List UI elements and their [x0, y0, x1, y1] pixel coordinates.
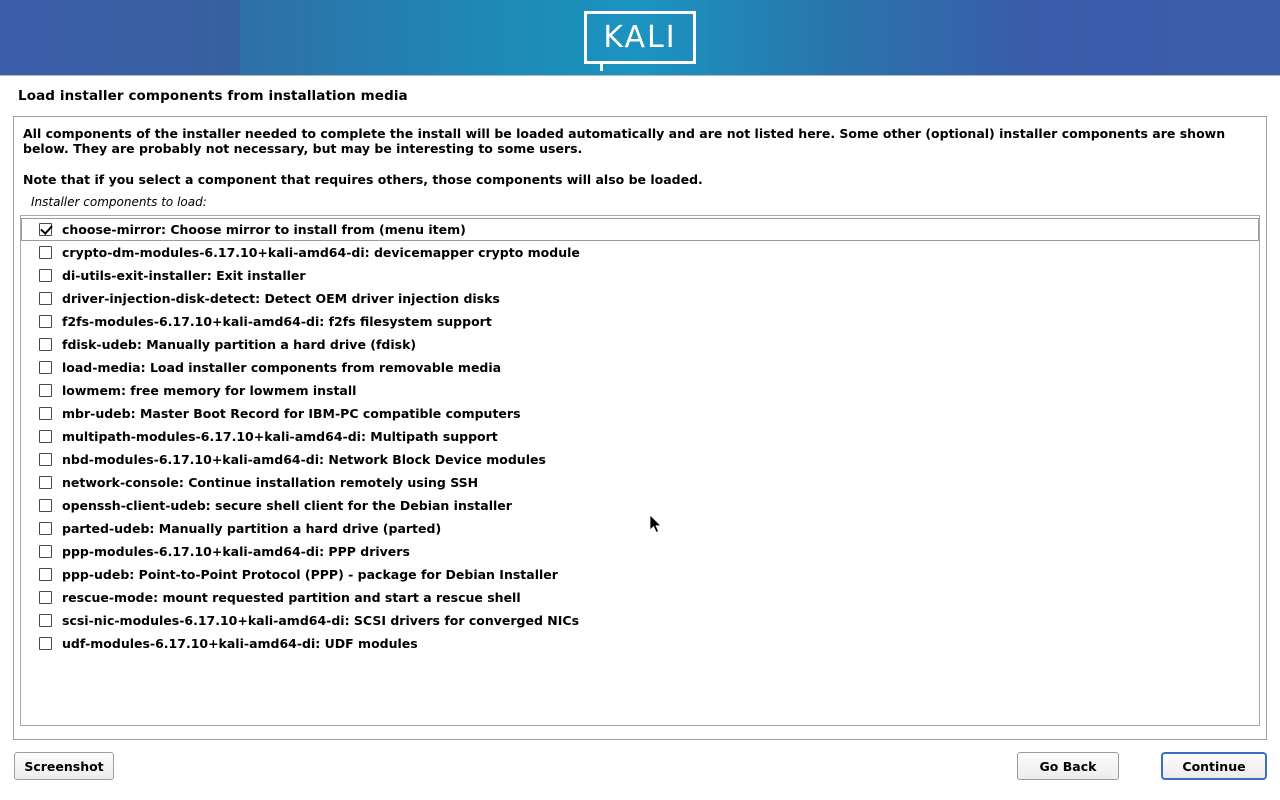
list-item[interactable] — [21, 448, 1259, 471]
checkbox-icon[interactable] — [39, 522, 52, 535]
intro-text: All components of the installer needed to complete the install will be loaded automatically and are not listed here. Some other (optional) installer components are shown below. They are probably not necessary, but may be interesting to some users. — [23, 126, 1226, 156]
go-back-button[interactable]: Go Back — [1017, 752, 1119, 780]
note-text: Note that if you select a component that requires others, those components will also be loaded. — [23, 172, 703, 187]
list-item-label: fdisk-udeb: Manually partition a hard drive (fdisk) — [62, 337, 417, 352]
list-item[interactable] — [21, 471, 1259, 494]
list-item[interactable] — [21, 425, 1259, 448]
checkbox-icon[interactable] — [39, 292, 52, 305]
kali-logo-text: KALI — [603, 20, 677, 55]
checkbox-icon[interactable] — [39, 453, 52, 466]
checkbox-icon[interactable] — [39, 223, 52, 236]
list-item-label: ppp-modules-6.17.10+kali-amd64-di: PPP drivers — [62, 544, 410, 559]
list-item[interactable] — [21, 632, 1259, 655]
list-item[interactable] — [21, 609, 1259, 632]
checkbox-icon[interactable] — [39, 246, 52, 259]
list-item-label: f2fs-modules-6.17.10+kali-amd64-di: f2fs filesystem support — [62, 314, 492, 329]
continue-button[interactable]: Continue — [1161, 752, 1267, 780]
list-item[interactable] — [21, 586, 1259, 609]
checkbox-icon[interactable] — [39, 476, 52, 489]
list-item[interactable] — [21, 241, 1259, 264]
kali-banner — [0, 0, 1280, 75]
checkbox-icon[interactable] — [39, 407, 52, 420]
list-item[interactable] — [21, 540, 1259, 563]
checkbox-icon[interactable] — [39, 545, 52, 558]
page-title: Load installer components from installation media — [18, 88, 408, 104]
footer-bar — [0, 740, 1280, 800]
banner-right-panel — [1039, 0, 1280, 75]
list-item-label: driver-injection-disk-detect: Detect OEM driver injection disks — [62, 291, 500, 306]
checkbox-icon[interactable] — [39, 315, 52, 328]
list-label: Installer components to load: — [31, 195, 207, 209]
checkbox-icon[interactable] — [39, 361, 52, 374]
list-item-label: nbd-modules-6.17.10+kali-amd64-di: Network Block Device modules — [62, 452, 546, 467]
list-item[interactable] — [21, 402, 1259, 425]
checkbox-icon[interactable] — [39, 269, 52, 282]
list-item[interactable] — [21, 287, 1259, 310]
list-item-label: openssh-client-udeb: secure shell client for the Debian installer — [62, 498, 512, 513]
list-item-label: udf-modules-6.17.10+kali-amd64-di: UDF modules — [62, 636, 418, 651]
list-item-label: crypto-dm-modules-6.17.10+kali-amd64-di: devicemapper crypto module — [62, 245, 580, 260]
list-item-label: load-media: Load installer components from removable media — [62, 360, 502, 375]
checkbox-icon[interactable] — [39, 338, 52, 351]
checkbox-icon[interactable] — [39, 591, 52, 604]
banner-left-panel — [0, 0, 241, 75]
checkbox-icon[interactable] — [39, 430, 52, 443]
list-item[interactable] — [21, 333, 1259, 356]
checkbox-icon[interactable] — [39, 637, 52, 650]
checkbox-icon[interactable] — [39, 499, 52, 512]
checkbox-icon[interactable] — [39, 568, 52, 581]
kali-logo-tail — [600, 61, 603, 71]
checkbox-icon[interactable] — [39, 614, 52, 627]
list-item[interactable] — [21, 494, 1259, 517]
list-item[interactable] — [21, 379, 1259, 402]
component-list[interactable] — [20, 215, 1260, 726]
list-item[interactable] — [21, 264, 1259, 287]
list-item[interactable] — [21, 517, 1259, 540]
list-item-label: choose-mirror: Choose mirror to install from (menu item) — [62, 222, 466, 237]
list-item-label: network-console: Continue installation remotely using SSH — [62, 475, 479, 490]
list-item[interactable] — [21, 310, 1259, 333]
list-item[interactable] — [21, 356, 1259, 379]
list-item-label: multipath-modules-6.17.10+kali-amd64-di: Multipath support — [62, 429, 498, 444]
screenshot-button[interactable]: Screenshot — [14, 752, 114, 780]
list-item-label: lowmem: free memory for lowmem install — [62, 383, 357, 398]
kali-logo-icon — [584, 11, 696, 64]
list-item-label: parted-udeb: Manually partition a hard drive (parted) — [62, 521, 442, 536]
list-item-label: ppp-udeb: Point-to-Point Protocol (PPP) - package for Debian Installer — [62, 567, 558, 582]
list-item-label: mbr-udeb: Master Boot Record for IBM-PC compatible computers — [62, 406, 521, 421]
list-item-label: rescue-mode: mount requested partition and start a rescue shell — [62, 590, 521, 605]
list-item[interactable] — [21, 563, 1259, 586]
list-item[interactable] — [21, 218, 1259, 241]
list-item-label: scsi-nic-modules-6.17.10+kali-amd64-di: SCSI drivers for converged NICs — [62, 613, 580, 628]
list-item-label: di-utils-exit-installer: Exit installer — [62, 268, 306, 283]
content-frame — [13, 116, 1267, 740]
checkbox-icon[interactable] — [39, 384, 52, 397]
